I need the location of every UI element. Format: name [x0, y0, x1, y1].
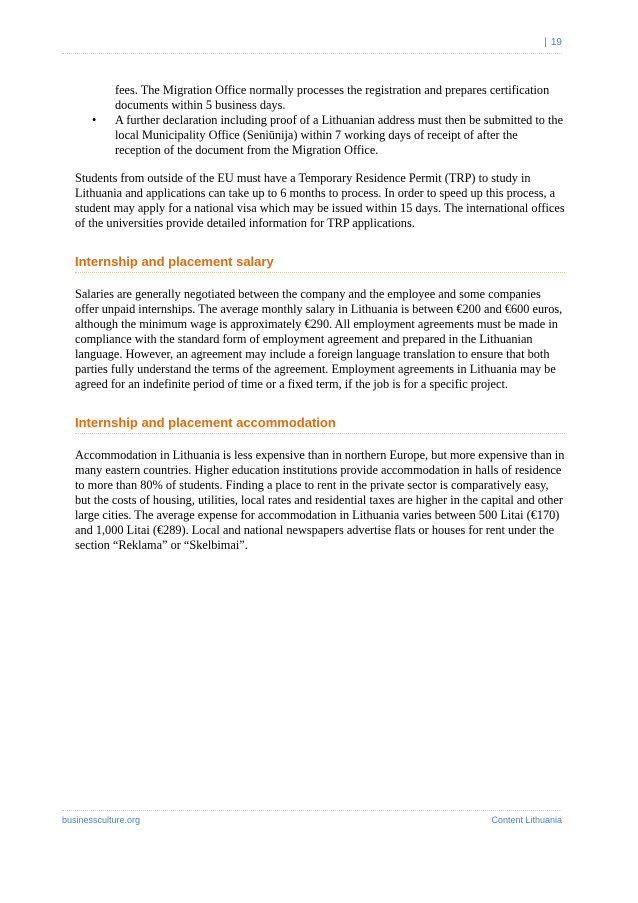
section-heading-salary: Internship and placement salary	[75, 254, 565, 273]
page-number	[544, 37, 562, 48]
list-bullet: •	[92, 113, 97, 127]
salary-paragraph: Salaries are generally negotiated between the company and the employee and some companies offer unpaid internships. The average monthly salary in Lithuania is between €200 and €600 euros, although the minimum wage is approximately €290. All employment agreements must be made in compliance with the standard form of employment agreement and prepared in the Lithuanian language. However, an agreement may include a foreign language translation to ensure that both parties fully understand the terms of the agreement. Employment agreements in Lithuania may be agreed for an indefinite period of time or a fixed term, if the job is for a specific project.	[75, 287, 563, 391]
list-item	[75, 83, 565, 113]
section-heading-accommodation: Internship and placement accommodation	[75, 415, 565, 434]
footer-section-title: Content Lithuania	[491, 815, 562, 825]
document-body	[75, 83, 565, 576]
trp-paragraph: Students from outside of the EU must have a Temporary Residence Permit (TRP) to study in Lithuania and applications can take up to 6 months to process. In order to speed up this process, a student may apply for a national visa which may be issued within 15 days. The international offices of the universities provide detailed information for TRP applications.	[75, 171, 565, 230]
footer-divider	[62, 810, 562, 811]
page-footer	[62, 815, 562, 825]
page-number-value: 19	[550, 37, 562, 48]
list-item-text: fees. The Migration Office normally processes the registration and prepares certification documents within 5 business days.	[115, 83, 550, 112]
footer-site-link[interactable]: businessculture.org	[62, 815, 141, 825]
list-item-text: A further declaration including proof of a Lithuanian address must then be submitted to the local Municipality Office (Seniūnija) within 7 working days of receipt of after the reception of the document from the Migration Office.	[115, 113, 564, 157]
page-number-separator: |	[544, 37, 547, 48]
continued-bullet-list	[75, 83, 565, 158]
accommodation-paragraph: Accommodation in Lithuania is less expensive than in northern Europe, but more expensive than in many eastern countries. Higher education institutions provide accommodation in halls of residence to more than 80% of students. Finding a place to rent in the private sector is comparatively easy, but the costs of housing, utilities, local rates and residential taxes are higher in the capital and other large cities. The average expense for accommodation in Lithuania varies between 500 Litai (€170) and 1,000 Litai (€289). Local and national newspapers advertise flats or houses for rent under the section “Reklama” or “Skelbimai”.	[75, 448, 565, 552]
list-item	[75, 113, 565, 158]
header-divider	[62, 53, 562, 54]
